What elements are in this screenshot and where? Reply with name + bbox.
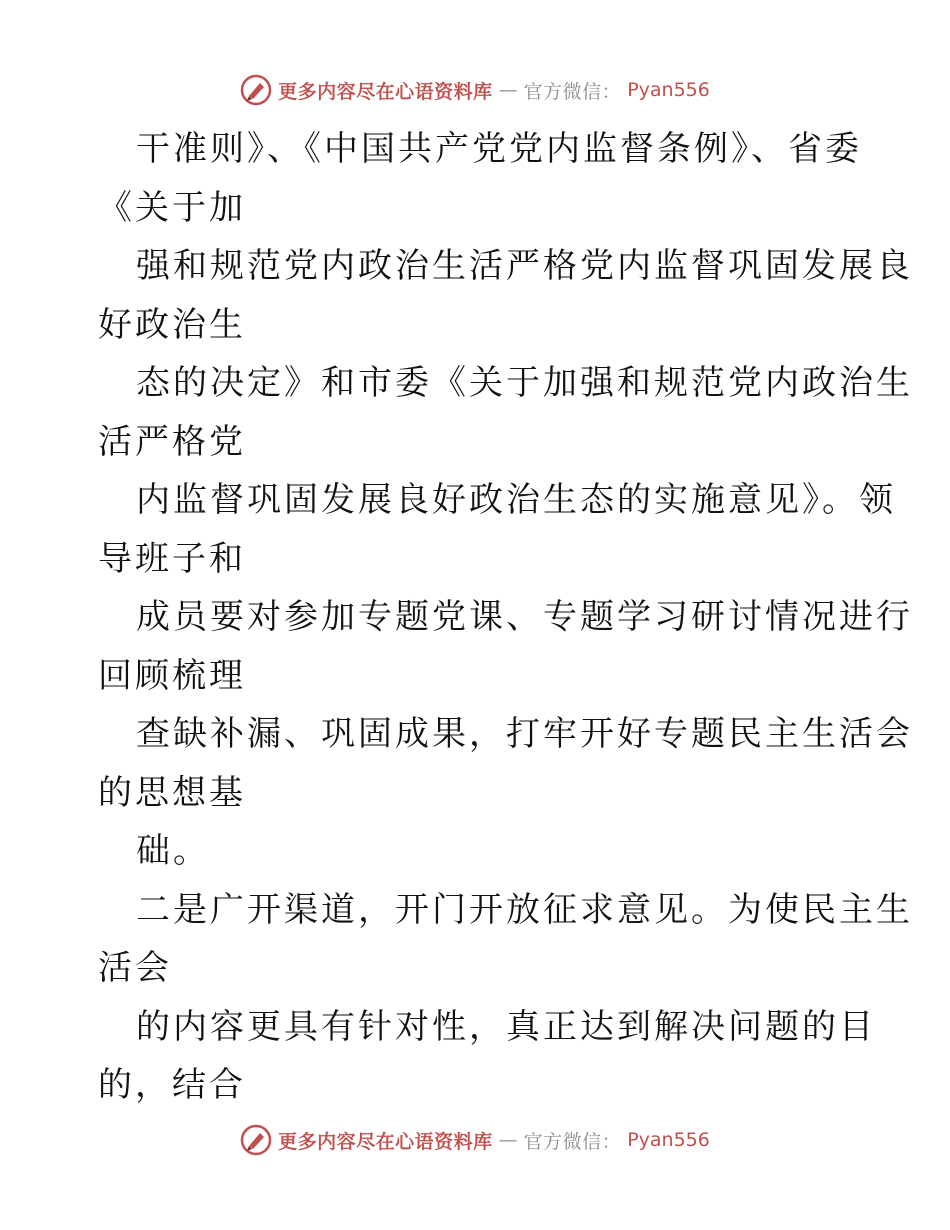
text-line: 态的决定》和市委《关于加强和规范党内政治生 — [136, 363, 913, 403]
text-line: 回顾梳理 — [98, 655, 246, 696]
text-line: 好政治生 — [98, 304, 246, 345]
text-line: 的思想基 — [98, 772, 246, 813]
watermark-contact-label: 官方微信： — [523, 80, 622, 103]
text-line: 查缺补漏、巩固成果，打牢开好专题民主生活会 — [136, 714, 913, 754]
watermark-dash: — — [498, 79, 518, 101]
logo-icon — [240, 74, 272, 106]
text-line: 内监督巩固发展良好政治生态的实施意见》。领 — [136, 480, 896, 520]
text-line: 的，结合 — [98, 1065, 246, 1105]
text-line: 的内容更具有针对性，真正达到解决问题的目 — [136, 1006, 876, 1047]
text-line: 导班子和 — [98, 538, 246, 579]
watermark-site-text: 更多内容尽在心语资料库 — [278, 80, 493, 103]
watermark-dash: — — [498, 1129, 518, 1151]
watermark-site-text: 更多内容尽在心语资料库 — [278, 1130, 493, 1153]
watermark-contact-label: 官方微信： — [523, 1130, 622, 1153]
watermark-handle: Pyan556 — [627, 1129, 710, 1151]
text-line: 活会 — [98, 948, 172, 988]
header-watermark — [0, 70, 950, 110]
text-line: 础。 — [136, 831, 210, 871]
logo-icon — [240, 1124, 272, 1156]
text-line: 强和规范党内政治生活严格党内监督巩固发展良 — [136, 246, 913, 286]
watermark-handle: Pyan556 — [627, 79, 710, 101]
text-line: 二是广开渠道，开门开放征求意见。为使民主生 — [136, 889, 913, 930]
footer-watermark — [0, 1120, 950, 1160]
text-line: 《关于加 — [98, 187, 246, 228]
text-line: 成员要对参加专题党课、专题学习研讨情况进行 — [136, 597, 913, 637]
text-line: 干准则》、《中国共产党党内监督条例》、省委 — [136, 129, 862, 169]
document-body — [98, 120, 913, 1115]
text-line: 活严格党 — [98, 421, 246, 462]
